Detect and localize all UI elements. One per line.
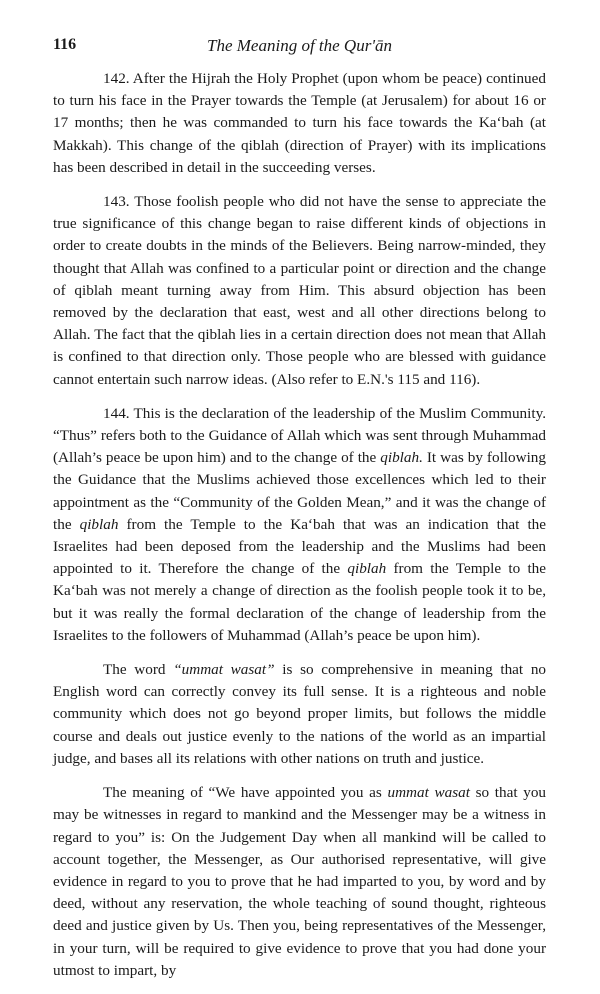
text-run: from the Temple to the Ka‘bah was not merely a change of direction as the foolish people took it to be, but it was really the formal declaration of the change of leadership from the Israelites to the followers of Muhammad (Allah’s peace be upon him). [53, 560, 546, 644]
running-title: The Meaning of the Qur'ān [207, 36, 392, 55]
text-run: 143. Those foolish people who did not have the sense to appreciate the true significance of this change began to raise different kinds of objections in order to create doubts in the minds of the Believers. Being narrow-minded, they thought that Allah was confined to a particular point or direction and the change of qiblah meant turning away from Him. This absurd objection has been removed by the declaration that east, west and all other directions belong to Allah. The fact that the qiblah lies in a certain direction does not mean that Allah is confined to that direction only. Those people who are blessed with guidance cannot entertain such narrow ideas. (Also refer to E.N.'s 115 and 116). [53, 193, 546, 388]
paragraph-ummat-wasat [53, 659, 546, 770]
text-run: so that you may be witnesses in regard to mankind and the Messenger may be a witness in regard to you” is: On the Judgement Day when all mankind will be called to account together, the Messenger, as Our authorised representative, will give evidence in regard to you to prove that he had imparted to you, by word and by deed, without any reservation, the whole teaching of sound thought, righteous deed and justice given by Us. Then you, being representatives of the Messenger, in your turn, will be required to give evidence to prove that you had done your utmost to impart, by [53, 784, 547, 979]
paragraph-note-142 [53, 68, 546, 179]
text-run: The meaning of “We have appointed you as [103, 784, 388, 802]
text-run: is so comprehensive in meaning that no English word can correctly convey its full sense. It is a righteous and noble community which does not go beyond proper limits, but follows the middle course and deals out justice evenly to the nations of the world as an impartial judge, and bases all its relations with other nations on truth and justice. [53, 661, 547, 767]
page-header [53, 36, 546, 60]
italic-term: qiblah [347, 560, 387, 578]
paragraph-note-144 [53, 403, 546, 647]
text-run: 144. This is the declaration of the leadership of the Muslim Community. “Thus” refers both to the Guidance of Allah which was sent through Muhammad (Allah’s peace be upon him) and to the change of the [53, 404, 546, 467]
text-run: It was by following the Guidance that the Muslims achieved those excellences which led to their appointment as the “Community of the Golden Mean,” and it was the change of the [53, 449, 546, 533]
italic-term: qiblah [79, 515, 119, 533]
page-body [53, 68, 546, 994]
paragraph-note-143 [53, 191, 546, 391]
page-number: 116 [53, 36, 77, 53]
italic-term: qiblah. [380, 449, 423, 467]
italic-term: ummat wasat [387, 784, 470, 802]
text-run: from the Temple to the Ka‘bah that was an indication that the Israelites had been deposed from the leadership and the Muslims had been appointed to it. Therefore the change of the [53, 515, 546, 578]
paragraph-meaning-witnesses [53, 782, 546, 982]
italic-term: “ummat wasat” [173, 661, 275, 679]
text-run: 142. After the Hijrah the Holy Prophet (upon whom be peace) continued to turn his face in the Prayer towards the Temple (at Jerusalem) for about 16 or 17 months; then he was commanded to turn his face towards the Ka‘bah (at Makkah). This change of the qiblah (direction of Prayer) with its implications has been described in detail in the succeeding verses. [53, 70, 546, 176]
text-run: The word [103, 661, 174, 679]
